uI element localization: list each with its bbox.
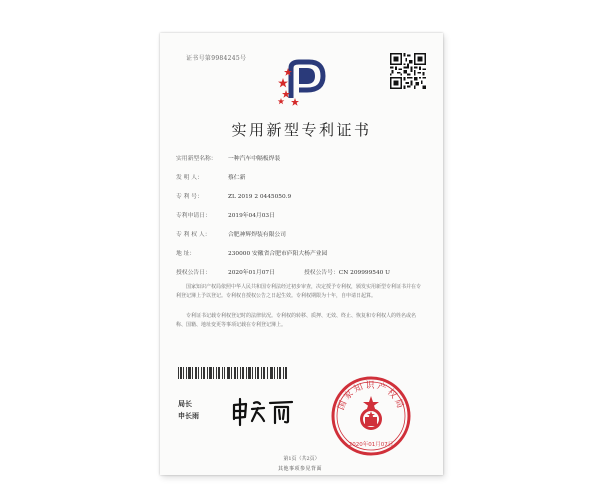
field-address [176,248,327,257]
barcode [178,367,288,379]
field-patentee [176,229,286,238]
national-emblem [360,408,382,430]
field-label: 授权公告号： [304,270,339,276]
field-inventor [176,172,245,181]
qr-code [390,53,426,89]
field-label: 实用新型名称： [176,156,217,162]
field-application-date [176,210,275,219]
field-grant-number [304,267,390,276]
field-label: 授权公告日： [176,270,211,276]
page-number: 第1页（共2页） [283,456,320,462]
director-title: 局长 [178,399,192,408]
field-value: CN 209999540 U [338,270,391,276]
field-label: 专 利 号： [176,194,203,200]
body-paragraph: 专利证书记载专利权登记时的法律状况。专利权的转移、质押、无效、终止、恢复和专利权人的姓名或名称、国籍、地址变更等事项记载在专利登记簿上。 [176,313,417,329]
field-patent-number [176,191,291,200]
certificate-title: 实用新型专利证书 [231,121,372,139]
seal-text: 国家知识产权局 [336,381,406,412]
certificate-paper [160,33,443,475]
field-label: 地 址： [176,251,196,257]
field-label: 发 明 人： [176,175,203,181]
official-seal [330,375,412,457]
field-value: 230000 安徽省合肥市庐阳大杨产业园 [228,251,328,257]
field-value: ZL 2019 2 0445050.9 [228,194,292,200]
field-grant-date [176,267,275,276]
field-utility-model-name [176,153,280,162]
field-value: 一种汽车中隔板焊装 [228,156,281,162]
body-paragraph: 国家知识产权局依照中华人民共和国专利法经过初步审查，决定授予专利权，颁发实用新型专利证书并在专利登记簿上予以登记。专利权自授权公告之日起生效。专利权期限为十年，自申请日起算。 [176,284,422,300]
director-signature [230,395,296,427]
cnipa-logo [277,54,331,108]
certificate-number: 证书号第9984245号 [186,55,247,62]
field-value: 合肥神辉焊装有限公司 [228,232,286,238]
field-value: 2020年01月07日 [228,270,275,276]
field-label: 专 利 权 人： [176,232,211,238]
footer-note: 其他事项参见背面 [277,466,322,472]
field-value: 蔡仁新 [228,175,246,181]
director-name: 申长雨 [178,411,199,420]
field-label: 专利申请日： [176,213,211,219]
seal-date: 2020年01月07日 [348,442,394,448]
field-value: 2019年04月03日 [228,213,275,219]
